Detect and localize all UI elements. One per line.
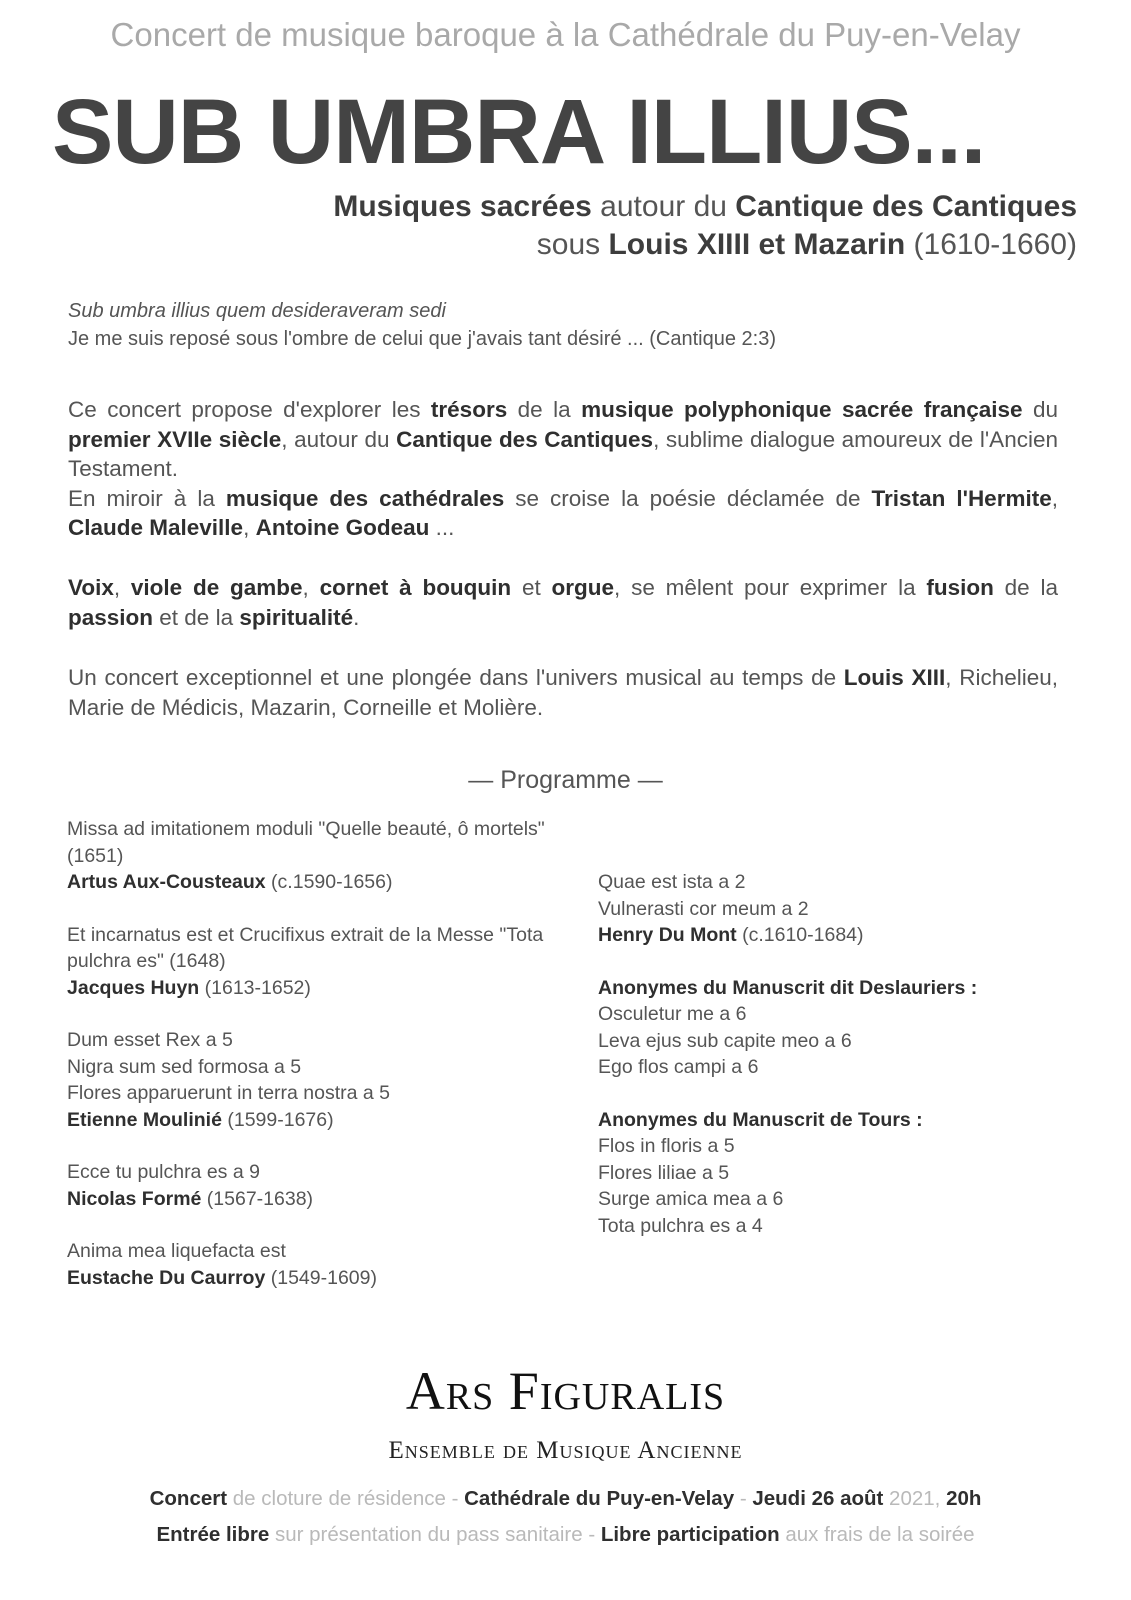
work-title: Nigra sum sed formosa a 5	[67, 1055, 302, 1078]
subtitle-line-2: sous Louis XIIII et Mazarin (1610-1660)	[536, 228, 1077, 261]
epigraph	[68, 297, 1058, 353]
work-title: Dum esset Rex a 5	[67, 1029, 233, 1051]
work-title: Flores apparuerunt in terra nostra a 5	[67, 1082, 391, 1104]
composer-name: Eustache Du Caurroy	[67, 1266, 266, 1289]
composer-name: Etienne Moulinié	[67, 1108, 222, 1131]
ensemble-logo: Ars Figuralis	[405, 1361, 726, 1421]
work-title: Quae est ista a 2	[598, 871, 746, 893]
programme-item	[598, 975, 1118, 1081]
epigraph-french: Je me suis reposé sous l'ombre de celui que j'avais tant désiré ... (Cantique 2:3)	[68, 328, 776, 350]
programme-item	[67, 1027, 579, 1133]
work-title: Flores liliae a 5	[598, 1161, 730, 1184]
composer-dates: (1613-1652)	[199, 976, 311, 999]
composer-name: Nicolas Formé	[67, 1187, 202, 1210]
composer-name: Jacques Huyn	[67, 976, 200, 999]
event-tagline: Concert de musique baroque à la Cathédrale du Puy-en-Velay	[110, 16, 1021, 53]
programme-left-column	[67, 816, 579, 1317]
composer-name: Henry Du Mont	[598, 924, 737, 946]
programme-item	[67, 922, 579, 1002]
work-title: Et incarnatus est et Crucifixus extrait de la Messe "Tota pulchra es" (1648)	[67, 923, 544, 972]
composer-name: Artus Aux-Cousteaux	[67, 871, 266, 893]
programme-heading: — Programme —	[468, 766, 663, 794]
description-paragraph-1: Ce concert propose d'explorer les trésors de la musique polyphonique sacrée française du premier XVIIe siècle, autour du Cantique des Cantiques, sublime dialogue amoureux de l'Ancien Testament. En miroir à la musique des cathédrales se croise la poésie déclamée de Tristan l'Hermite, Claude Maleville, Antoine Godeau ...	[68, 397, 1058, 540]
composer-dates: (c.1590-1656)	[265, 871, 393, 893]
description-paragraph-2: Voix, viole de gambe, cornet à bouquin et orgue, se mêlent pour exprimer la fusion de la passion et de la spiritualité.	[68, 575, 1058, 630]
work-title: Anima mea liquefacta est	[67, 1240, 286, 1262]
composer-line	[67, 1107, 579, 1134]
work-title: Leva ejus sub capite meo a 6	[598, 1029, 852, 1052]
footer-line-2: Entrée libre sur présentation du pass sanitaire - Libre participation aux frais de la soirée	[156, 1523, 975, 1546]
work-title: Tota pulchra es a 4	[598, 1214, 763, 1237]
work-title: Ecce tu pulchra es a 9	[67, 1161, 260, 1183]
epigraph-latin: Sub umbra illius quem desideraveram sedi	[68, 300, 446, 322]
programme-item	[67, 1238, 579, 1291]
composer-line	[67, 869, 579, 896]
work-title: Surge amica mea a 6	[598, 1188, 784, 1210]
programme-item	[67, 816, 579, 896]
composer-line	[67, 1186, 579, 1213]
work-title: Osculetur me a 6	[598, 1003, 747, 1025]
composer-line	[67, 1265, 579, 1292]
ensemble-tagline: Ensemble de Musique Ancienne	[388, 1437, 743, 1464]
footer-line-1: Concert de cloture de résidence - Cathédrale du Puy-en-Velay - Jeudi 26 août 2021, 20h	[149, 1487, 982, 1510]
programme-item	[67, 1159, 579, 1212]
programme-right-column	[598, 869, 1118, 1265]
subtitle-line-1: Musiques sacrées autour du Cantique des Cantiques	[333, 190, 1077, 223]
composer-line	[598, 922, 1118, 949]
composer-dates: (1549-1609)	[265, 1266, 377, 1289]
composer-dates: (1599-1676)	[221, 1108, 334, 1131]
composer-dates: (c.1610-1684)	[736, 924, 864, 946]
concert-title: SUB UMBRA ILLIUS...	[52, 81, 986, 183]
work-title: Flos in floris a 5	[598, 1135, 735, 1157]
work-title: Missa ad imitationem moduli "Quelle beauté, ô mortels" (1651)	[67, 818, 545, 867]
composer-dates: (1567-1638)	[201, 1187, 314, 1210]
concert-subtitle	[177, 188, 1077, 264]
work-title: Vulnerasti cor meum a 2	[598, 897, 809, 920]
description-paragraph-3: Un concert exceptionnel et une plongée dans l'univers musical au temps de Louis XIII, Richelieu, Marie de Médicis, Mazarin, Corneille et Molière.	[68, 665, 1058, 720]
work-title: Ego flos campi a 6	[598, 1056, 759, 1078]
source-heading: Anonymes du Manuscrit dit Deslauriers :	[598, 976, 978, 999]
programme-item	[598, 869, 1118, 949]
source-heading: Anonymes du Manuscrit de Tours :	[598, 1108, 923, 1131]
programme-item	[598, 1107, 1118, 1240]
composer-line	[67, 975, 579, 1002]
